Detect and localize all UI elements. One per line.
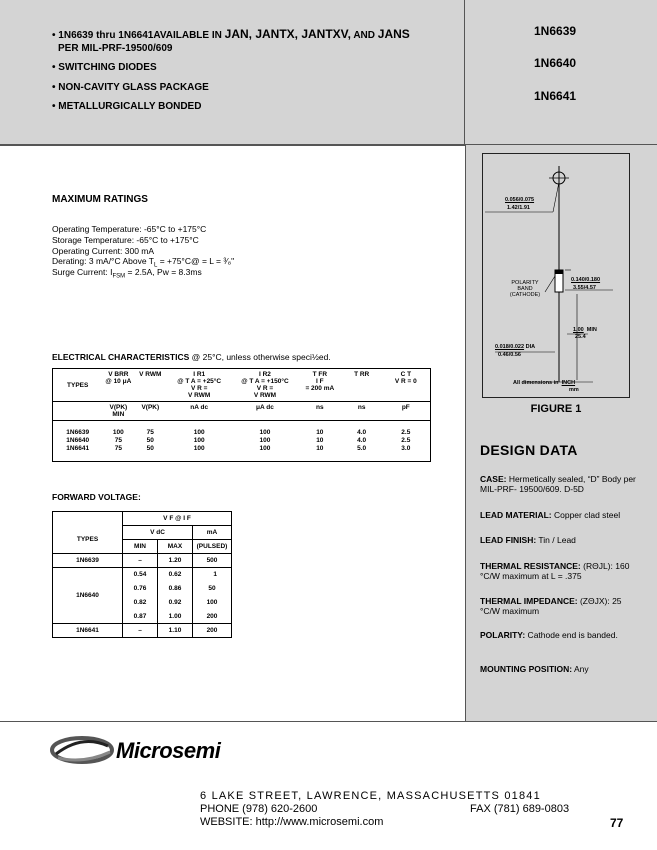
thermal-resistance-value: 160 — [612, 561, 630, 571]
table-cell: 50 — [193, 582, 232, 596]
polarity-label: POLARITY: — [480, 630, 526, 640]
table-cell: 1N6639 — [66, 429, 90, 436]
table-cell: 0.76 — [123, 582, 158, 596]
table-cell: – — [123, 624, 158, 638]
website-link[interactable]: WEBSITE: http://www.microsemi.com — [200, 816, 384, 828]
th-ir2-temp: @ T A = +150°C — [241, 378, 289, 385]
feature-bonded: • METALLURGICALLY BONDED — [52, 101, 202, 112]
part-number-1: 1N6639 — [534, 24, 577, 38]
table-header-row — [53, 369, 431, 402]
design-lead-material — [480, 510, 640, 520]
lead-material-label: LEAD MATERIAL: — [480, 510, 552, 520]
diode-outline-drawing — [483, 154, 629, 397]
table-row — [53, 568, 232, 582]
fv-th-pulsed: (PULSED) — [193, 540, 232, 554]
max-rating-operating-temp: Operating Temperature: -65°C to +175°C — [52, 224, 207, 234]
table-cell: 75 — [146, 429, 154, 436]
thermal-impedance-symbol: (ZΘJX): — [577, 596, 610, 606]
mounting-label: MOUNTING POSITION: — [480, 664, 573, 674]
case-label: CASE: — [480, 474, 507, 484]
table-cell: 10 — [316, 429, 324, 436]
table-units-row — [53, 402, 431, 421]
units-ct: pF — [382, 402, 431, 421]
table-cell: 200 — [193, 610, 232, 624]
units-vbrr-vpk: V(PK) — [109, 404, 128, 411]
lead-finish-label: LEAD FINISH: — [480, 535, 537, 545]
microsemi-swoosh-icon — [50, 730, 120, 770]
table-cell: 100 — [193, 596, 232, 610]
footer-fax: FAX (781) 689-0803 — [470, 803, 570, 815]
table-cell: 0.54 — [123, 568, 158, 582]
th-vrwm: V RWM — [134, 369, 166, 402]
feature-availability — [52, 27, 410, 41]
microsemi-logo — [50, 730, 221, 770]
table-cell: 4.0 — [357, 437, 367, 444]
table-cell: 1N6641 — [53, 624, 123, 638]
header-part-panel — [465, 0, 657, 145]
dim-wire-diameter-dia: DIA — [525, 344, 536, 350]
table-cell: 100 — [193, 445, 205, 452]
table-row — [53, 624, 232, 638]
dim-lead-length-mm: 25.4 — [575, 334, 586, 340]
dimensions-note-text: All dimensions in — [513, 380, 559, 386]
units-types — [53, 402, 103, 421]
lead-material-text: Copper clad steel — [551, 510, 621, 520]
table-cell: – — [123, 554, 158, 568]
th-ir1-temp: @ T A = +25°C — [177, 378, 222, 385]
table-cell: 0.82 — [123, 596, 158, 610]
th-ir1-name: I R1 — [193, 371, 206, 378]
table-cell: 100 — [259, 429, 271, 436]
table-cell: 5.0 — [357, 445, 367, 452]
dimensions-inch: INCH — [561, 380, 576, 386]
forward-voltage-table — [52, 511, 232, 638]
table-cell: 1N6640 — [53, 568, 123, 624]
table-data-rows — [53, 421, 431, 462]
band-word: BAND — [517, 286, 533, 292]
design-case — [480, 474, 640, 494]
th-tfr-cond: = 200 mA — [305, 385, 335, 392]
th-vbrr — [102, 369, 134, 402]
th-ir1-vr: V R = — [190, 385, 208, 392]
units-tfr: ns — [298, 402, 342, 421]
lead-finish-text: Tin / Lead — [536, 535, 576, 545]
dim-body-length-mm: 3.55/4.57 — [573, 285, 596, 291]
table-cell: 10 — [316, 437, 324, 444]
footer-divider — [0, 721, 657, 722]
table-cell: 1.10 — [158, 624, 193, 638]
thermal-resistance-symbol: (RΘJL): — [580, 561, 613, 571]
brand-name: Microsemi — [116, 738, 221, 763]
dim-body-length: 0.140/0.180 — [571, 277, 601, 283]
table-cell: 100 — [112, 429, 124, 436]
part-number-2: 1N6640 — [534, 56, 577, 70]
th-ir2-name: I R2 — [259, 371, 271, 378]
table-cell: 10 — [316, 445, 324, 452]
col-types — [53, 421, 103, 462]
electrical-title-text: ELECTRICAL CHARACTERISTICS — [52, 352, 190, 362]
units-ir1: nA dc — [166, 402, 232, 421]
units-trr: ns — [342, 402, 382, 421]
table-cell: 1N6640 — [66, 437, 90, 444]
th-ir1-vrwm: V RWM — [188, 392, 211, 399]
table-cell: 1.20 — [158, 554, 193, 568]
th-ir2-vr: V R = — [256, 385, 274, 392]
feature-jan-levels: JAN, JANTX, JANTXV, — [224, 27, 351, 41]
feature-and: AND — [350, 30, 378, 41]
design-thermal-impedance — [480, 596, 640, 616]
design-lead-finish — [480, 535, 640, 545]
th-ir1 — [166, 369, 232, 402]
figure-1-drawing — [482, 153, 630, 398]
derating-rest: = +75°C@ = L = ³⁄₈" — [157, 256, 235, 266]
thermal-impedance-label: THERMAL IMPEDANCE: — [480, 596, 578, 606]
dim-wire-diameter — [495, 344, 535, 350]
th-ct — [382, 369, 431, 402]
design-mounting — [480, 664, 640, 674]
table-cell: 3.0 — [401, 445, 411, 452]
design-polarity — [480, 630, 640, 640]
fv-th-min: MIN — [123, 540, 158, 554]
units-ir2: μA dc — [232, 402, 298, 421]
surge-sub: FSM — [112, 273, 126, 280]
col-ct — [382, 421, 431, 462]
surge-text: Surge Current: I — [52, 267, 113, 277]
fv-th-types: TYPES — [53, 526, 123, 554]
table-cell: 0.62 — [158, 568, 193, 582]
polarity-word: POLARITY — [511, 280, 539, 286]
max-ratings-title: MAXIMUM RATINGS — [52, 194, 148, 205]
table-cell: 100 — [193, 429, 205, 436]
part-number-3: 1N6641 — [534, 89, 577, 103]
dim-lead-length — [573, 327, 597, 333]
fv-th-blank — [53, 512, 123, 526]
th-trr: T RR — [342, 369, 382, 402]
max-rating-surge-current — [52, 267, 202, 280]
th-types: TYPES — [53, 369, 103, 402]
th-tfr — [298, 369, 342, 402]
table-row — [53, 554, 232, 568]
table-cell: 100 — [259, 445, 271, 452]
dim-wire-diameter-mm: 0.46/0.56 — [498, 352, 521, 358]
units-vrwm: V(PK) — [134, 402, 166, 421]
dim-lead-diameter: 0.056/0.075 — [505, 197, 535, 203]
table-cell: 2.5 — [401, 437, 411, 444]
th-ct-cond: V R = 0 — [394, 378, 417, 385]
units-vbrr-min: MIN — [112, 411, 125, 418]
feature-jans: JANS — [377, 27, 410, 41]
units-vbrr — [102, 402, 134, 421]
fv-th-vf-if: V F @ I F — [123, 512, 232, 526]
case-text: Hermetically sealed, “D” Body per MIL-PRF- 19500/609. D-5D — [480, 474, 636, 494]
cathode-word: (CATHODE) — [509, 292, 541, 298]
table-cell: 100 — [193, 437, 205, 444]
table-cell: 0.92 — [158, 596, 193, 610]
dim-lead-length-inch: 1.00 — [573, 327, 584, 333]
feature-mil-spec: PER MIL-PRF-19500/609 — [58, 43, 173, 54]
footer-address: 6 LAKE STREET, LAWRENCE, MASSACHUSETTS 01841 — [200, 790, 541, 802]
th-tfr-if: I F — [316, 378, 324, 385]
thermal-impedance-value: 25 — [609, 596, 622, 606]
mounting-text: Any — [572, 664, 589, 674]
surge-rest: = 2.5A, Pw = 8.3ms — [125, 267, 202, 277]
max-rating-storage-temp: Storage Temperature: -65°C to +175°C — [52, 235, 199, 245]
fv-header-row-2 — [53, 526, 232, 540]
dimensions-note — [513, 380, 575, 386]
th-ir2 — [232, 369, 298, 402]
th-ct-name: C T — [400, 371, 412, 378]
max-rating-operating-current: Operating Current: 300 mA — [52, 246, 155, 256]
dim-lead-length-min: MIN — [586, 327, 597, 333]
table-cell: 75 — [114, 437, 122, 444]
polarity-band-label — [505, 280, 545, 298]
table-cell: 75 — [114, 445, 122, 452]
col-vbrr — [102, 421, 134, 462]
electrical-title-suffix: @ 25°C, unless otherwise speci½ed. — [189, 352, 331, 362]
dim-wire-diameter-inch: 0.018/0.022 — [495, 344, 525, 350]
page-number: 77 — [610, 816, 624, 830]
derating-sub: L — [153, 262, 158, 269]
polarity-text: Cathode end is banded. — [525, 630, 618, 640]
electrical-characteristics-table — [52, 368, 431, 462]
th-vbrr-name: V BRR — [108, 371, 129, 378]
design-data-title: DESIGN DATA — [480, 442, 578, 458]
table-cell: 0.87 — [123, 610, 158, 624]
col-vrwm — [134, 421, 166, 462]
fv-th-vdc: V dC — [123, 526, 193, 540]
table-cell: 50 — [146, 445, 154, 452]
electrical-title — [52, 352, 331, 362]
table-cell: 1 — [193, 568, 232, 582]
th-vbrr-cond: @ 10 μA — [105, 378, 132, 385]
table-cell: 1N6641 — [66, 445, 90, 452]
feature-switching: • SWITCHING DIODES — [52, 62, 157, 73]
feature-availability-text: • 1N6639 thru 1N6641AVAILABLE IN — [52, 30, 225, 41]
figure-caption: FIGURE 1 — [530, 403, 582, 415]
col-ir1 — [166, 421, 232, 462]
fv-th-max: MAX — [158, 540, 193, 554]
table-cell: 500 — [193, 554, 232, 568]
thermal-resistance-text: °C/W maximum at L = .375 — [480, 571, 582, 581]
table-cell: 2.5 — [401, 429, 411, 436]
dim-lead-diameter-mm: 1.42/1.91 — [507, 205, 530, 211]
footer-phone: PHONE (978) 620-2600 — [200, 803, 318, 815]
design-thermal-resistance — [480, 561, 640, 581]
thermal-resistance-label: THERMAL RESISTANCE: — [480, 561, 581, 571]
thermal-impedance-text: °C/W maximum — [480, 606, 540, 616]
table-cell: 1.00 — [158, 610, 193, 624]
col-ir2 — [232, 421, 298, 462]
fv-th-ma: mA — [193, 526, 232, 540]
header-divider — [0, 145, 465, 146]
table-cell: 200 — [193, 624, 232, 638]
col-tfr — [298, 421, 342, 462]
table-cell: 50 — [146, 437, 154, 444]
fv-header-row-1 — [53, 512, 232, 526]
derating-text: Derating: 3 mA/°C Above T — [52, 256, 154, 266]
th-tfr-name: T FR — [312, 371, 328, 378]
table-cell: 0.86 — [158, 582, 193, 596]
forward-voltage-title: FORWARD VOLTAGE: — [52, 492, 141, 502]
th-ir2-vrwm: V RWM — [253, 392, 277, 399]
table-cell: 1N6639 — [53, 554, 123, 568]
feature-glass-package: • NON-CAVITY GLASS PACKAGE — [52, 82, 209, 93]
footer-website — [200, 816, 383, 828]
dimensions-mm: mm — [569, 387, 579, 393]
table-cell: 4.0 — [357, 429, 367, 436]
col-trr — [342, 421, 382, 462]
table-cell: 100 — [259, 437, 271, 444]
